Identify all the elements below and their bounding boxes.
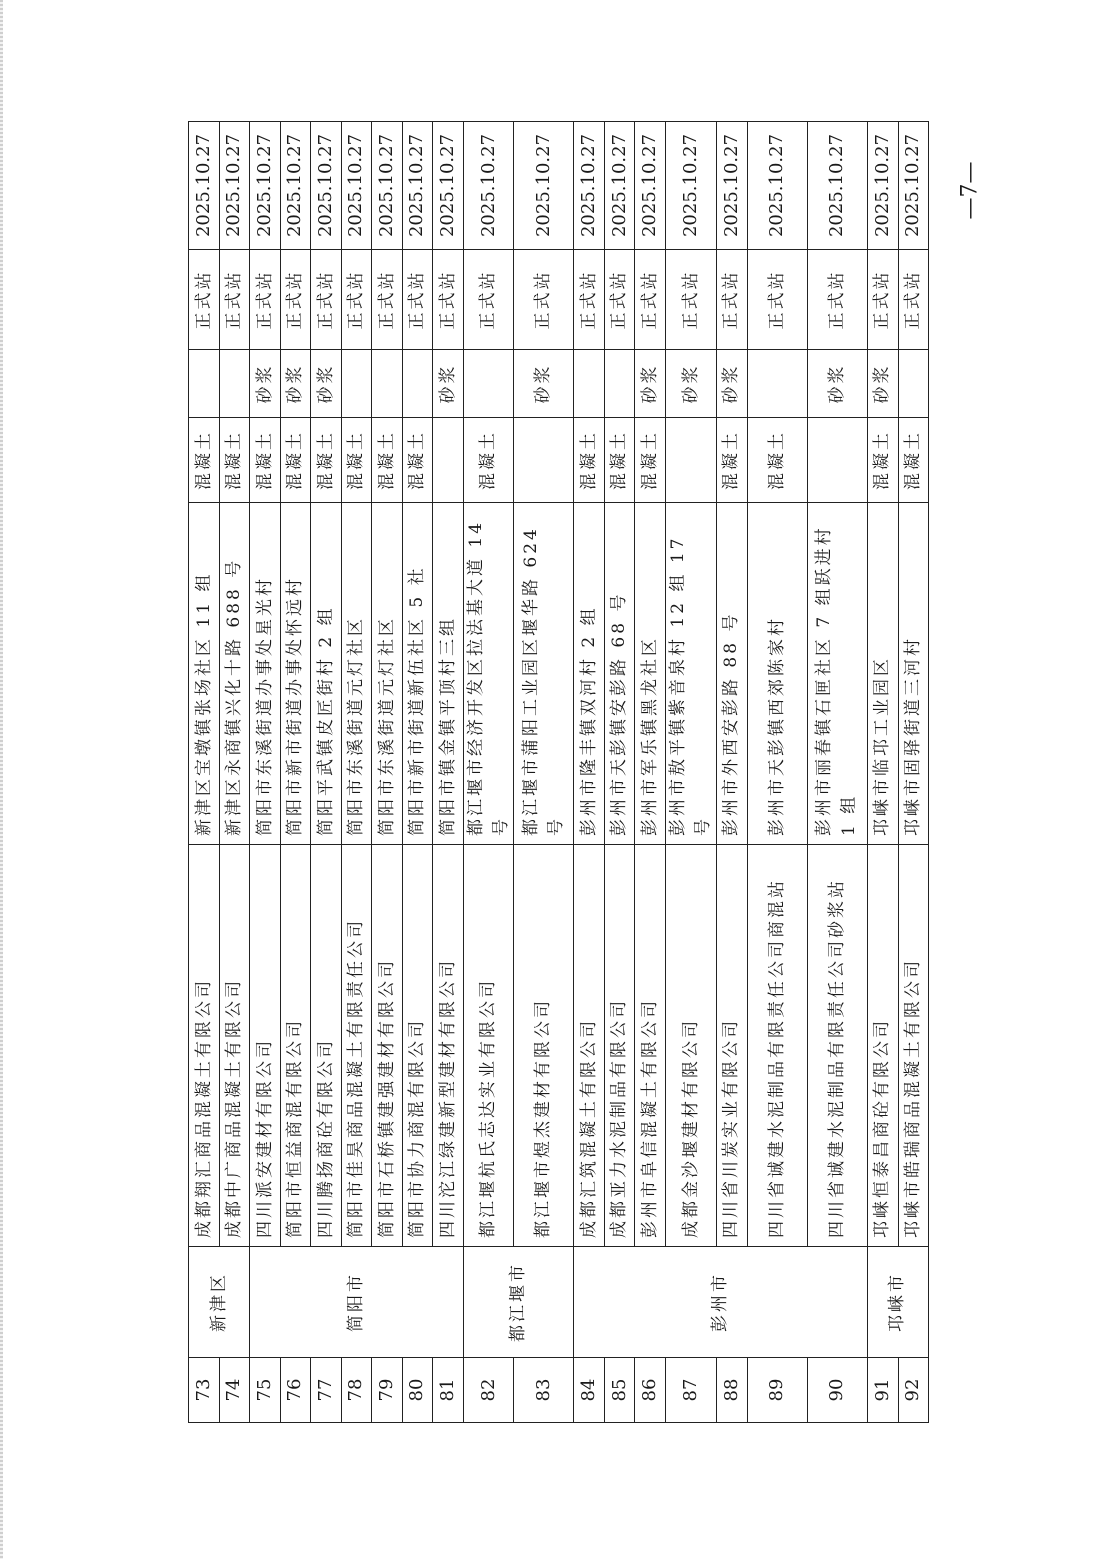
mortar-cell xyxy=(747,350,807,418)
row-number: 92 xyxy=(898,1358,928,1423)
mortar-cell: 砂浆 xyxy=(433,350,464,418)
address-cell: 新津区永商镇兴化十路 688 号 xyxy=(220,503,250,845)
concrete-cell: 混凝土 xyxy=(342,418,372,503)
status-cell: 正式站 xyxy=(250,250,281,350)
address-cell: 都江堰市经济开发区拉法基大道 14 号 xyxy=(464,503,514,845)
date-cell: 2025.10.27 xyxy=(574,122,605,250)
status-cell: 正式站 xyxy=(514,250,574,350)
concrete-cell xyxy=(433,418,464,503)
status-cell: 正式站 xyxy=(898,250,928,350)
table-row xyxy=(514,122,574,1423)
status-cell: 正式站 xyxy=(220,250,250,350)
date-cell: 2025.10.27 xyxy=(898,122,928,250)
mortar-cell xyxy=(220,350,250,418)
row-number: 86 xyxy=(635,1358,666,1423)
address-cell: 简阳市新市街道新伍社区 5 社 xyxy=(403,503,433,845)
date-cell: 2025.10.27 xyxy=(716,122,747,250)
address-cell: 彭州市军乐镇黑龙社区 xyxy=(635,503,666,845)
status-cell: 正式站 xyxy=(464,250,514,350)
company-cell: 简阳市石桥镇建强建材有限公司 xyxy=(372,845,403,1247)
date-cell: 2025.10.27 xyxy=(807,122,867,250)
mortar-cell: 砂浆 xyxy=(807,350,867,418)
district-cell: 简阳市 xyxy=(250,1247,464,1358)
address-cell: 彭州市丽春镇石匣社区 7 组跃进村 1 组 xyxy=(807,503,867,845)
district-cell: 邛崃市 xyxy=(867,1247,928,1358)
address-cell: 彭州市隆丰镇双河村 2 组 xyxy=(574,503,605,845)
concrete-cell: 混凝土 xyxy=(281,418,311,503)
row-number: 78 xyxy=(342,1358,372,1423)
company-cell: 彭州市阜信混凝土有限公司 xyxy=(635,845,666,1247)
row-number: 74 xyxy=(220,1358,250,1423)
address-cell: 新津区宝墩镇张场社区 11 组 xyxy=(189,503,220,845)
concrete-cell: 混凝土 xyxy=(311,418,342,503)
row-number: 82 xyxy=(464,1358,514,1423)
row-number: 88 xyxy=(716,1358,747,1423)
status-cell: 正式站 xyxy=(403,250,433,350)
address-cell: 简阳市东溪街道元灯社区 xyxy=(342,503,372,845)
address-cell: 彭州市天彭镇安彭路 68 号 xyxy=(605,503,635,845)
date-cell: 2025.10.27 xyxy=(220,122,250,250)
row-number: 81 xyxy=(433,1358,464,1423)
row-number: 84 xyxy=(574,1358,605,1423)
company-cell: 都江堰市煜杰建材有限公司 xyxy=(514,845,574,1247)
table-row xyxy=(635,122,666,1423)
company-cell: 四川省诚建水泥制品有限责任公司砂浆站 xyxy=(807,845,867,1247)
rotated-table-container xyxy=(188,122,924,1423)
concrete-cell: 混凝土 xyxy=(635,418,666,503)
mortar-cell xyxy=(464,350,514,418)
row-number: 75 xyxy=(250,1358,281,1423)
concrete-cell: 混凝土 xyxy=(250,418,281,503)
table-row xyxy=(464,122,514,1423)
company-cell: 简阳市恒益商混有限公司 xyxy=(281,845,311,1247)
company-cell: 邛崃市皓瑞商品混凝土有限公司 xyxy=(898,845,928,1247)
date-cell: 2025.10.27 xyxy=(747,122,807,250)
date-cell: 2025.10.27 xyxy=(372,122,403,250)
address-cell: 彭州市外西安彭路 88 号 xyxy=(716,503,747,845)
row-number: 83 xyxy=(514,1358,574,1423)
address-cell: 邛崃市临邛工业园区 xyxy=(867,503,898,845)
company-cell: 邛崃恒泰昌商砼有限公司 xyxy=(867,845,898,1247)
date-cell: 2025.10.27 xyxy=(311,122,342,250)
concrete-cell: 混凝土 xyxy=(574,418,605,503)
status-cell: 正式站 xyxy=(605,250,635,350)
date-cell: 2025.10.27 xyxy=(514,122,574,250)
concrete-cell: 混凝土 xyxy=(464,418,514,503)
concrete-cell: 混凝土 xyxy=(867,418,898,503)
date-cell: 2025.10.27 xyxy=(867,122,898,250)
company-cell: 成都中广商品混凝土有限公司 xyxy=(220,845,250,1247)
company-cell: 简阳市协力商混有限公司 xyxy=(403,845,433,1247)
status-cell: 正式站 xyxy=(372,250,403,350)
concrete-cell: 混凝土 xyxy=(189,418,220,503)
status-cell: 正式站 xyxy=(433,250,464,350)
mortar-cell: 砂浆 xyxy=(311,350,342,418)
table-row xyxy=(281,122,311,1423)
page-number xyxy=(955,148,985,238)
concrete-cell: 混凝土 xyxy=(372,418,403,503)
row-number: 89 xyxy=(747,1358,807,1423)
concrete-cell: 混凝土 xyxy=(220,418,250,503)
mortar-cell xyxy=(403,350,433,418)
address-cell: 简阳市镇金镇平顶村三组 xyxy=(433,503,464,845)
station-table xyxy=(188,121,929,1423)
table-row xyxy=(666,122,716,1423)
date-cell: 2025.10.27 xyxy=(605,122,635,250)
date-cell: 2025.10.27 xyxy=(281,122,311,250)
row-number: 87 xyxy=(666,1358,716,1423)
table-row xyxy=(898,122,928,1423)
date-cell: 2025.10.27 xyxy=(189,122,220,250)
mortar-cell: 砂浆 xyxy=(514,350,574,418)
mortar-cell xyxy=(574,350,605,418)
district-cell: 都江堰市 xyxy=(464,1247,574,1358)
row-number: 79 xyxy=(372,1358,403,1423)
date-cell: 2025.10.27 xyxy=(635,122,666,250)
mortar-cell: 砂浆 xyxy=(666,350,716,418)
row-number: 77 xyxy=(311,1358,342,1423)
date-cell: 2025.10.27 xyxy=(403,122,433,250)
company-cell: 四川派安建材有限公司 xyxy=(250,845,281,1247)
address-cell: 简阳市东溪街道元灯社区 xyxy=(372,503,403,845)
mortar-cell: 砂浆 xyxy=(867,350,898,418)
status-cell: 正式站 xyxy=(747,250,807,350)
table-row xyxy=(189,122,220,1423)
company-cell: 都江堰杭氏志达实业有限公司 xyxy=(464,845,514,1247)
company-cell: 简阳市佳昊商品混凝土有限责任公司 xyxy=(342,845,372,1247)
district-cell: 新津区 xyxy=(189,1247,250,1358)
status-cell: 正式站 xyxy=(807,250,867,350)
concrete-cell: 混凝土 xyxy=(747,418,807,503)
date-cell: 2025.10.27 xyxy=(666,122,716,250)
company-cell: 成都翔汇商品混凝土有限公司 xyxy=(189,845,220,1247)
table-row xyxy=(372,122,403,1423)
address-cell: 彭州市天彭镇西郊陈家村 xyxy=(747,503,807,845)
district-cell: 彭州市 xyxy=(574,1247,867,1358)
mortar-cell xyxy=(189,350,220,418)
status-cell: 正式站 xyxy=(635,250,666,350)
company-cell: 成都汇筑混凝土有限公司 xyxy=(574,845,605,1247)
company-cell: 四川省诚建水泥制品有限责任公司商混站 xyxy=(747,845,807,1247)
table-row xyxy=(716,122,747,1423)
row-number: 73 xyxy=(189,1358,220,1423)
date-cell: 2025.10.27 xyxy=(342,122,372,250)
concrete-cell: 混凝土 xyxy=(716,418,747,503)
row-number: 80 xyxy=(403,1358,433,1423)
mortar-cell xyxy=(898,350,928,418)
address-cell: 彭州市敖平镇紫音泉村 12 组 17 号 xyxy=(666,503,716,845)
concrete-cell xyxy=(514,418,574,503)
status-cell: 正式站 xyxy=(281,250,311,350)
row-number: 90 xyxy=(807,1358,867,1423)
company-cell: 四川沱江绿建新型建材有限公司 xyxy=(433,845,464,1247)
table-row xyxy=(807,122,867,1423)
mortar-cell: 砂浆 xyxy=(250,350,281,418)
table-row xyxy=(867,122,898,1423)
company-cell: 四川腾扬商砼有限公司 xyxy=(311,845,342,1247)
concrete-cell xyxy=(807,418,867,503)
mortar-cell xyxy=(342,350,372,418)
company-cell: 成都金沙堰建材有限公司 xyxy=(666,845,716,1247)
address-cell: 简阳市东溪街道办事处星光村 xyxy=(250,503,281,845)
table-row xyxy=(403,122,433,1423)
status-cell: 正式站 xyxy=(311,250,342,350)
concrete-cell xyxy=(666,418,716,503)
address-cell: 都江堰市蒲阳工业园区堰华路 624 号 xyxy=(514,503,574,845)
table-row xyxy=(433,122,464,1423)
status-cell: 正式站 xyxy=(342,250,372,350)
page-number-label: —7— xyxy=(957,161,983,220)
status-cell: 正式站 xyxy=(867,250,898,350)
table-row xyxy=(605,122,635,1423)
company-cell: 成都亚力水泥制品有限公司 xyxy=(605,845,635,1247)
table-row xyxy=(220,122,250,1423)
address-cell: 简阳市新市街道办事处怀远村 xyxy=(281,503,311,845)
table-row xyxy=(250,122,281,1423)
table-row xyxy=(747,122,807,1423)
status-cell: 正式站 xyxy=(189,250,220,350)
scan-edge xyxy=(0,0,3,1559)
concrete-cell: 混凝土 xyxy=(403,418,433,503)
status-cell: 正式站 xyxy=(666,250,716,350)
row-number: 76 xyxy=(281,1358,311,1423)
address-cell: 邛崃市固驿街道三河村 xyxy=(898,503,928,845)
mortar-cell: 砂浆 xyxy=(635,350,666,418)
row-number: 85 xyxy=(605,1358,635,1423)
table-row xyxy=(342,122,372,1423)
status-cell: 正式站 xyxy=(716,250,747,350)
date-cell: 2025.10.27 xyxy=(250,122,281,250)
address-cell: 简阳平武镇皮匠街村 2 组 xyxy=(311,503,342,845)
company-cell: 四川省川炭实业有限公司 xyxy=(716,845,747,1247)
mortar-cell xyxy=(372,350,403,418)
row-number: 91 xyxy=(867,1358,898,1423)
date-cell: 2025.10.27 xyxy=(464,122,514,250)
date-cell: 2025.10.27 xyxy=(433,122,464,250)
status-cell: 正式站 xyxy=(574,250,605,350)
concrete-cell: 混凝土 xyxy=(605,418,635,503)
mortar-cell: 砂浆 xyxy=(716,350,747,418)
mortar-cell: 砂浆 xyxy=(281,350,311,418)
table-row xyxy=(311,122,342,1423)
concrete-cell: 混凝土 xyxy=(898,418,928,503)
mortar-cell xyxy=(605,350,635,418)
table-row xyxy=(574,122,605,1423)
